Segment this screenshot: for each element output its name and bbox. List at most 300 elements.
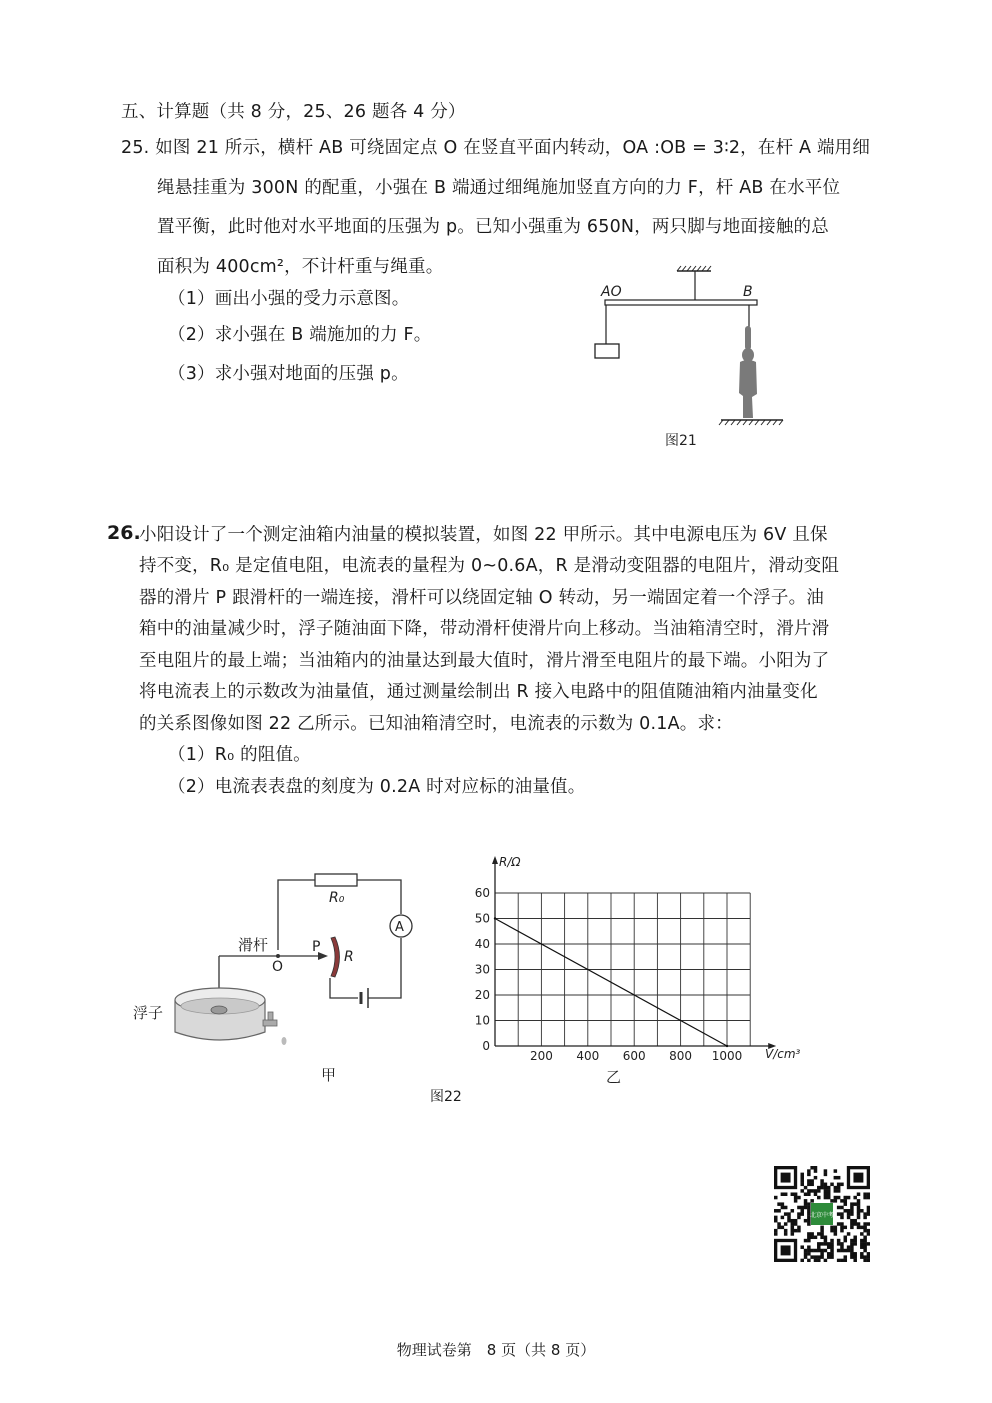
graph-caption: 乙	[606, 1068, 622, 1086]
y-tick-label: 60	[474, 886, 490, 900]
label-p: P	[312, 939, 321, 955]
qr-module	[863, 1226, 867, 1230]
qr-module	[834, 1232, 838, 1236]
qr-module	[810, 1249, 814, 1253]
qr-module	[860, 1239, 864, 1243]
qr-module	[850, 1239, 854, 1243]
qr-module	[837, 1186, 841, 1190]
qr-module	[850, 1206, 854, 1210]
qr-module	[827, 1252, 831, 1256]
qr-module	[867, 1259, 870, 1262]
qr-module	[834, 1189, 838, 1193]
qr-module	[857, 1192, 861, 1196]
qr-module	[781, 1216, 785, 1220]
q25-line-2: 绳悬挂重为 300N 的配重，小强在 B 端通过细绳施加竖直方向的力 F，杆 AB 在水平位	[157, 178, 841, 198]
y-tick-label: 20	[474, 988, 490, 1002]
qr-module	[807, 1259, 811, 1262]
qr-module	[820, 1183, 824, 1187]
qr-module	[810, 1236, 814, 1240]
qr-module	[834, 1196, 838, 1200]
series-point	[494, 917, 496, 919]
qr-module	[824, 1242, 828, 1246]
qr-module	[804, 1186, 808, 1190]
qr-module	[860, 1226, 864, 1230]
qr-module	[834, 1199, 838, 1203]
qr-module	[847, 1212, 851, 1216]
label-float: 浮子	[133, 1004, 164, 1022]
qr-module	[867, 1192, 870, 1196]
qr-module	[784, 1229, 788, 1233]
qr-module	[867, 1206, 870, 1210]
qr-module	[781, 1226, 785, 1230]
qr-module	[800, 1245, 804, 1249]
label-r0: R₀	[329, 890, 345, 906]
qr-module	[850, 1245, 854, 1249]
qr-module	[774, 1216, 778, 1220]
qr-module	[847, 1216, 851, 1220]
qr-code	[774, 1166, 870, 1262]
qr-module	[834, 1176, 838, 1180]
qr-module	[817, 1189, 821, 1193]
qr-module	[774, 1196, 778, 1200]
qr-finder-core	[853, 1173, 863, 1183]
qr-module	[837, 1259, 841, 1262]
qr-module	[791, 1192, 795, 1196]
qr-module	[867, 1196, 870, 1200]
qr-module	[824, 1183, 828, 1187]
qr-module	[797, 1212, 801, 1216]
y-axis-arrow	[492, 856, 498, 864]
qr-module	[824, 1249, 828, 1253]
qr-module	[807, 1202, 811, 1206]
qr-module	[837, 1222, 841, 1226]
qr-module	[810, 1255, 814, 1259]
lever-bar	[605, 300, 757, 305]
qr-module	[807, 1169, 811, 1173]
qr-module	[777, 1226, 781, 1230]
qr-module	[791, 1232, 795, 1236]
qr-module	[863, 1259, 867, 1262]
qr-module	[820, 1236, 824, 1240]
origin-label: 0	[482, 1039, 490, 1053]
qr-module	[794, 1229, 798, 1233]
qr-module	[824, 1173, 828, 1177]
q25-number: 25.	[121, 138, 150, 158]
qr-module	[820, 1232, 824, 1236]
qr-module	[804, 1255, 808, 1259]
qr-module	[824, 1239, 828, 1243]
qr-module	[830, 1229, 834, 1233]
qr-module	[791, 1222, 795, 1226]
qr-module	[810, 1189, 814, 1193]
qr-module	[800, 1179, 804, 1183]
qr-module	[820, 1255, 824, 1259]
qr-module	[807, 1192, 811, 1196]
x-tick-label: 600	[622, 1049, 646, 1063]
qr-module	[817, 1259, 821, 1262]
qr-module	[853, 1219, 857, 1223]
qr-module	[810, 1183, 814, 1187]
qr-finder-core	[781, 1245, 791, 1255]
qr-module	[804, 1249, 808, 1253]
qr-module	[863, 1242, 867, 1246]
qr-module	[784, 1232, 788, 1236]
qr-module	[817, 1186, 821, 1190]
qr-module	[867, 1252, 870, 1256]
qr-module	[814, 1192, 818, 1196]
qr-module	[837, 1249, 841, 1253]
label-b: B	[743, 284, 753, 300]
qr-module	[804, 1219, 808, 1223]
qr-module	[820, 1249, 824, 1253]
qr-module	[850, 1202, 854, 1206]
qr-module	[827, 1189, 831, 1193]
qr-module	[807, 1183, 811, 1187]
qr-module	[850, 1209, 854, 1213]
qr-module	[807, 1236, 811, 1240]
label-ammeter: A	[395, 920, 404, 935]
qr-module	[800, 1206, 804, 1210]
graph-tick-labels	[475, 886, 743, 1063]
qr-module	[837, 1212, 841, 1216]
qr-module	[840, 1183, 844, 1187]
qr-module	[787, 1219, 791, 1223]
q25-line-4: 面积为 400cm²，不计杆重与绳重。	[157, 257, 444, 277]
qr-module	[850, 1222, 854, 1226]
qr-module	[814, 1166, 818, 1170]
resistor-r0	[315, 874, 357, 886]
qr-module	[837, 1176, 841, 1180]
qr-module	[817, 1249, 821, 1253]
qr-module	[867, 1242, 870, 1246]
qr-module	[840, 1216, 844, 1220]
qr-module	[847, 1196, 851, 1200]
page-footer: 物理试卷第 8 页（共 8 页）	[396, 1341, 596, 1359]
qr-module	[810, 1179, 814, 1183]
qr-module	[830, 1183, 834, 1187]
qr-module	[784, 1212, 788, 1216]
person-silhouette	[739, 326, 757, 418]
qr-module	[791, 1209, 795, 1213]
counterweight	[595, 344, 619, 358]
label-r: R	[344, 949, 354, 965]
qr-module	[844, 1226, 848, 1230]
qr-module	[830, 1239, 834, 1243]
q25-sub-1: （1）画出小强的受力示意图。	[168, 289, 410, 309]
qr-module	[820, 1229, 824, 1233]
qr-module	[867, 1222, 870, 1226]
qr-module	[804, 1199, 808, 1203]
q25-line-1	[121, 137, 870, 159]
qr-module	[807, 1252, 811, 1256]
qr-module	[837, 1189, 841, 1193]
qr-module	[850, 1252, 854, 1256]
qr-module	[794, 1192, 798, 1196]
qr-module	[863, 1245, 867, 1249]
qr-module	[830, 1245, 834, 1249]
qr-module	[794, 1222, 798, 1226]
qr-module	[810, 1199, 814, 1203]
qr-module	[777, 1209, 781, 1213]
qr-module	[837, 1206, 841, 1210]
qr-module	[867, 1232, 870, 1236]
qr-module	[814, 1189, 818, 1193]
q26-line-4: 箱中的油量减少时，浮子随油面下降，带动滑杆使滑片向上移动。当油箱清空时，滑片滑	[139, 619, 830, 639]
q26-sub-2: （2）电流表表盘的刻度为 0.2A 时对应标的油量值。	[168, 777, 586, 797]
qr-module	[781, 1192, 785, 1196]
qr-module	[777, 1222, 781, 1226]
qr-module	[857, 1226, 861, 1230]
qr-module	[807, 1249, 811, 1253]
figure-21-caption: 图21	[665, 433, 697, 449]
qr-module	[840, 1199, 844, 1203]
qr-module	[807, 1189, 811, 1193]
qr-module	[820, 1242, 824, 1246]
qr-module	[810, 1166, 814, 1170]
qr-module	[860, 1255, 864, 1259]
qr-module	[791, 1219, 795, 1223]
qr-module	[840, 1249, 844, 1253]
qr-module	[840, 1245, 844, 1249]
qr-module	[840, 1206, 844, 1210]
qr-module	[850, 1212, 854, 1216]
qr-module	[863, 1196, 867, 1200]
qr-module	[817, 1242, 821, 1246]
x-axis-label: V/cm³	[765, 1047, 801, 1061]
qr-module	[820, 1252, 824, 1256]
qr-module	[830, 1199, 834, 1203]
qr-module	[863, 1249, 867, 1253]
qr-module	[810, 1232, 814, 1236]
qr-module	[834, 1186, 838, 1190]
qr-module	[800, 1212, 804, 1216]
qr-module	[857, 1212, 861, 1216]
qr-module	[827, 1245, 831, 1249]
qr-module	[817, 1232, 821, 1236]
label-ao: AO	[601, 284, 622, 300]
qr-module	[837, 1196, 841, 1200]
qr-module	[853, 1196, 857, 1200]
battery	[361, 988, 368, 1008]
qr-module	[814, 1259, 818, 1262]
qr-module	[863, 1255, 867, 1259]
x-tick-label: 800	[669, 1049, 693, 1063]
figure-22-caption: 图22	[430, 1089, 462, 1105]
qr-module	[807, 1222, 811, 1226]
qr-module	[781, 1206, 785, 1210]
qr-module	[847, 1245, 851, 1249]
qr-module	[820, 1179, 824, 1183]
qr-module	[800, 1209, 804, 1213]
q25-line-3: 置平衡，此时他对水平地面的压强为 p。已知小强重为 650N，两只脚与地面接触的总	[157, 217, 829, 237]
qr-module	[853, 1259, 857, 1262]
qr-module	[784, 1222, 788, 1226]
qr-module	[824, 1196, 828, 1200]
qr-module	[850, 1249, 854, 1253]
qr-module	[863, 1192, 867, 1196]
qr-module	[853, 1255, 857, 1259]
qr-module	[857, 1222, 861, 1226]
qr-module	[794, 1196, 798, 1200]
qr-module	[840, 1212, 844, 1216]
y-tick-label: 40	[474, 937, 490, 951]
qr-module	[807, 1179, 811, 1183]
qr-module	[824, 1186, 828, 1190]
qr-module	[804, 1202, 808, 1206]
qr-module	[830, 1255, 834, 1259]
x-tick-label: 400	[576, 1049, 600, 1063]
qr-module	[814, 1236, 818, 1240]
qr-module	[847, 1209, 851, 1213]
qr-module	[807, 1173, 811, 1177]
qr-module	[847, 1232, 851, 1236]
qr-module	[797, 1206, 801, 1210]
qr-module	[837, 1239, 841, 1243]
x-tick-label: 200	[529, 1049, 553, 1063]
qr-module	[840, 1226, 844, 1230]
qr-module	[794, 1219, 798, 1223]
qr-module	[837, 1242, 841, 1246]
qr-module	[844, 1209, 848, 1213]
qr-module	[853, 1202, 857, 1206]
qr-module	[804, 1192, 808, 1196]
qr-module	[830, 1252, 834, 1256]
qr-module	[837, 1183, 841, 1187]
qr-module	[853, 1242, 857, 1246]
graph-grid	[495, 893, 750, 1046]
qr-module	[844, 1259, 848, 1262]
qr-module	[863, 1216, 867, 1220]
circuit-caption: 甲	[321, 1066, 337, 1084]
qr-module	[817, 1255, 821, 1259]
qr-module	[863, 1222, 867, 1226]
q26-line-1: 小阳设计了一个测定油箱内油量的模拟装置，如图 22 甲所示。其中电源电压为 6V 且保	[139, 525, 828, 545]
label-lever: 滑杆	[238, 936, 269, 954]
qr-module	[827, 1186, 831, 1190]
qr-module	[830, 1242, 834, 1246]
qr-module	[807, 1206, 811, 1210]
x-tick-label: 1000	[711, 1049, 743, 1063]
q26-line-5: 至电阻片的最上端；当油箱内的油量达到最大值时，滑片滑至电阻片的最下端。小阳为了	[139, 651, 830, 671]
qr-module	[817, 1245, 821, 1249]
qr-module	[774, 1232, 778, 1236]
qr-module	[863, 1212, 867, 1216]
qr-module	[867, 1229, 870, 1233]
qr-module	[857, 1202, 861, 1206]
qr-module	[867, 1212, 870, 1216]
qr-module	[860, 1242, 864, 1246]
qr-module	[867, 1255, 870, 1259]
qr-module	[791, 1229, 795, 1233]
qr-module	[830, 1226, 834, 1230]
rheostat-r	[331, 937, 340, 977]
qr-module	[844, 1249, 848, 1253]
q25-sub-3: （3）求小强对地面的压强 p。	[168, 364, 409, 384]
qr-module	[834, 1229, 838, 1233]
qr-module	[853, 1222, 857, 1226]
y-tick-label: 10	[474, 1013, 490, 1028]
qr-module	[800, 1259, 804, 1262]
qr-module	[860, 1232, 864, 1236]
qr-module	[774, 1219, 778, 1223]
qr-module	[797, 1226, 801, 1230]
qr-module	[844, 1255, 848, 1259]
q26-number: 26.	[107, 522, 141, 544]
qr-module	[850, 1226, 854, 1230]
figure-22-graph	[465, 850, 805, 1090]
qr-module	[827, 1242, 831, 1246]
qr-module	[787, 1212, 791, 1216]
qr-module	[797, 1216, 801, 1220]
qr-module	[800, 1183, 804, 1187]
qr-module	[844, 1236, 848, 1240]
qr-module	[804, 1239, 808, 1243]
qr-module	[820, 1226, 824, 1230]
qr-module	[834, 1226, 838, 1230]
series-point	[726, 1045, 728, 1047]
qr-module	[814, 1176, 818, 1180]
qr-module	[857, 1199, 861, 1203]
qr-module	[774, 1229, 778, 1233]
q26-line-3: 器的滑片 P 跟滑杆的一端连接，滑杆可以绕固定轴 O 转动，另一端固定着一个浮子。油	[139, 588, 824, 608]
qr-logo-text: 北京中考	[809, 1212, 835, 1219]
qr-module	[850, 1219, 854, 1223]
q26-line-2: 持不变，R₀ 是定值电阻，电流表的量程为 0~0.6A，R 是滑动变阻器的电阻片，滑动变阻	[139, 556, 840, 576]
qr-module	[840, 1222, 844, 1226]
q26-sub-1: （1）R₀ 的阻值。	[168, 745, 311, 765]
q26-line-7: 的关系图像如图 22 乙所示。已知油箱清空时，电流表的示数为 0.1A。求：	[139, 714, 733, 734]
y-tick-label: 50	[474, 911, 490, 926]
float	[211, 1006, 227, 1014]
qr-module	[814, 1249, 818, 1253]
ceiling-mount	[677, 266, 711, 302]
qr-module	[827, 1192, 831, 1196]
qr-module	[850, 1242, 854, 1246]
qr-module	[844, 1202, 848, 1206]
qr-module	[824, 1169, 828, 1173]
qr-module	[844, 1239, 848, 1243]
section-title: 五、计算题（共 8 分，25、26 题各 4 分）	[121, 102, 466, 122]
qr-module	[860, 1252, 864, 1256]
pivot-point	[276, 954, 280, 958]
qr-module	[840, 1259, 844, 1262]
qr-module	[800, 1176, 804, 1180]
qr-module	[853, 1236, 857, 1240]
qr-module	[797, 1196, 801, 1200]
qr-module	[820, 1186, 824, 1190]
figure-22-circuit	[125, 860, 425, 1090]
qr-module	[814, 1169, 818, 1173]
qr-module	[840, 1229, 844, 1233]
qr-module	[791, 1226, 795, 1230]
qr-module	[857, 1206, 861, 1210]
qr-module	[860, 1245, 864, 1249]
qr-module	[853, 1252, 857, 1256]
oil-tank	[175, 988, 287, 1045]
qr-module	[824, 1189, 828, 1193]
qr-module	[844, 1196, 848, 1200]
qr-module	[847, 1249, 851, 1253]
qr-module	[827, 1255, 831, 1259]
y-tick-label: 30	[474, 962, 490, 977]
qr-module	[804, 1252, 808, 1256]
qr-module	[860, 1209, 864, 1213]
qr-module	[781, 1202, 785, 1206]
q26-line-6: 将电流表上的示数改为油量值，通过测量绘制出 R 接入电路中的阻值随油箱内油量变化	[139, 682, 818, 702]
qr-module	[857, 1209, 861, 1213]
label-pivot: O	[272, 959, 284, 975]
qr-module	[800, 1189, 804, 1193]
